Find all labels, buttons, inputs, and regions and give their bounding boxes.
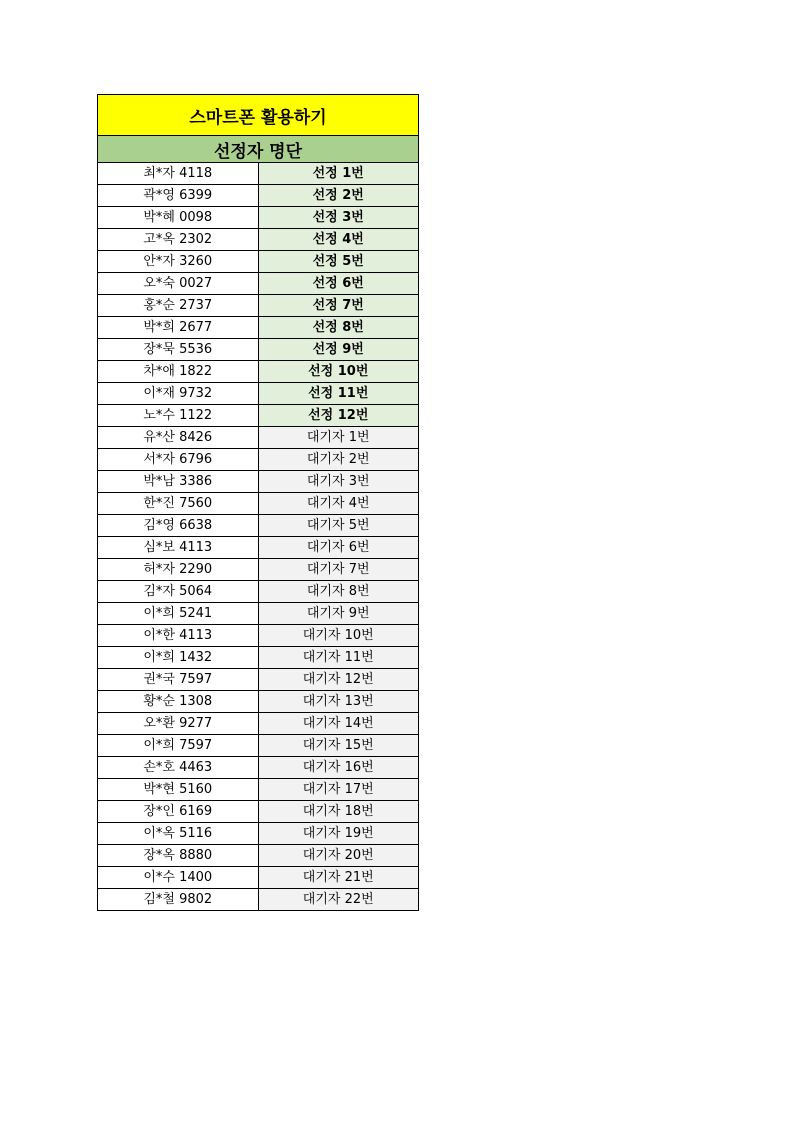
waiting-row xyxy=(98,647,419,669)
selection-rank-cell: 선정 11번 xyxy=(258,383,419,405)
selection-rank-cell: 선정 6번 xyxy=(258,273,419,295)
waitlist-rank-cell: 대기자 5번 xyxy=(258,515,419,537)
waiting-row xyxy=(98,515,419,537)
person-name-cell: 권*국 7597 xyxy=(98,669,259,691)
waiting-row xyxy=(98,845,419,867)
sheet-subtitle: 선정자 명단 xyxy=(98,136,419,163)
selected-row xyxy=(98,295,419,317)
person-name-cell: 이*한 4113 xyxy=(98,625,259,647)
waitlist-rank-cell: 대기자 2번 xyxy=(258,449,419,471)
waiting-row xyxy=(98,823,419,845)
waitlist-rank-cell: 대기자 7번 xyxy=(258,559,419,581)
person-name-cell: 이*희 7597 xyxy=(98,735,259,757)
person-name-cell: 박*현 5160 xyxy=(98,779,259,801)
waiting-row xyxy=(98,603,419,625)
waiting-row xyxy=(98,889,419,911)
selected-row xyxy=(98,361,419,383)
person-name-cell: 이*옥 5116 xyxy=(98,823,259,845)
person-name-cell: 오*숙 0027 xyxy=(98,273,259,295)
person-name-cell: 서*자 6796 xyxy=(98,449,259,471)
waitlist-rank-cell: 대기자 3번 xyxy=(258,471,419,493)
waiting-row xyxy=(98,493,419,515)
person-name-cell: 이*희 5241 xyxy=(98,603,259,625)
person-name-cell: 최*자 4118 xyxy=(98,163,259,185)
selection-rank-cell: 선정 9번 xyxy=(258,339,419,361)
selection-list-table xyxy=(97,94,419,911)
waiting-row xyxy=(98,559,419,581)
waiting-row xyxy=(98,581,419,603)
person-name-cell: 고*옥 2302 xyxy=(98,229,259,251)
waiting-row xyxy=(98,669,419,691)
person-name-cell: 황*순 1308 xyxy=(98,691,259,713)
waitlist-rank-cell: 대기자 19번 xyxy=(258,823,419,845)
waiting-row xyxy=(98,625,419,647)
waitlist-rank-cell: 대기자 6번 xyxy=(258,537,419,559)
person-name-cell: 박*남 3386 xyxy=(98,471,259,493)
person-name-cell: 홍*순 2737 xyxy=(98,295,259,317)
person-name-cell: 노*수 1122 xyxy=(98,405,259,427)
person-name-cell: 장*인 6169 xyxy=(98,801,259,823)
waitlist-rank-cell: 대기자 20번 xyxy=(258,845,419,867)
selection-rank-cell: 선정 10번 xyxy=(258,361,419,383)
selection-rank-cell: 선정 12번 xyxy=(258,405,419,427)
person-name-cell: 오*환 9277 xyxy=(98,713,259,735)
person-name-cell: 차*애 1822 xyxy=(98,361,259,383)
person-name-cell: 손*호 4463 xyxy=(98,757,259,779)
selection-rank-cell: 선정 8번 xyxy=(258,317,419,339)
sheet-title: 스마트폰 활용하기 xyxy=(98,95,419,136)
waiting-row xyxy=(98,801,419,823)
person-name-cell: 심*보 4113 xyxy=(98,537,259,559)
waitlist-rank-cell: 대기자 9번 xyxy=(258,603,419,625)
person-name-cell: 김*영 6638 xyxy=(98,515,259,537)
person-name-cell: 장*옥 8880 xyxy=(98,845,259,867)
person-name-cell: 유*산 8426 xyxy=(98,427,259,449)
selected-row xyxy=(98,251,419,273)
waiting-row xyxy=(98,537,419,559)
waitlist-rank-cell: 대기자 13번 xyxy=(258,691,419,713)
waiting-row xyxy=(98,691,419,713)
waitlist-rank-cell: 대기자 21번 xyxy=(258,867,419,889)
person-name-cell: 허*자 2290 xyxy=(98,559,259,581)
selected-row xyxy=(98,339,419,361)
selection-rank-cell: 선정 7번 xyxy=(258,295,419,317)
waitlist-rank-cell: 대기자 18번 xyxy=(258,801,419,823)
waitlist-rank-cell: 대기자 14번 xyxy=(258,713,419,735)
selection-rank-cell: 선정 4번 xyxy=(258,229,419,251)
waitlist-rank-cell: 대기자 8번 xyxy=(258,581,419,603)
waiting-row xyxy=(98,735,419,757)
selection-rank-cell: 선정 5번 xyxy=(258,251,419,273)
person-name-cell: 박*혜 0098 xyxy=(98,207,259,229)
waitlist-rank-cell: 대기자 22번 xyxy=(258,889,419,911)
waitlist-rank-cell: 대기자 12번 xyxy=(258,669,419,691)
person-name-cell: 김*철 9802 xyxy=(98,889,259,911)
waiting-row xyxy=(98,713,419,735)
person-name-cell: 한*진 7560 xyxy=(98,493,259,515)
waiting-row xyxy=(98,449,419,471)
selection-rank-cell: 선정 2번 xyxy=(258,185,419,207)
waiting-row xyxy=(98,427,419,449)
person-name-cell: 곽*영 6399 xyxy=(98,185,259,207)
selected-row xyxy=(98,273,419,295)
waitlist-rank-cell: 대기자 15번 xyxy=(258,735,419,757)
selected-row xyxy=(98,229,419,251)
person-name-cell: 박*희 2677 xyxy=(98,317,259,339)
waitlist-rank-cell: 대기자 17번 xyxy=(258,779,419,801)
waitlist-rank-cell: 대기자 1번 xyxy=(258,427,419,449)
waitlist-rank-cell: 대기자 11번 xyxy=(258,647,419,669)
waiting-row xyxy=(98,757,419,779)
selection-rank-cell: 선정 3번 xyxy=(258,207,419,229)
person-name-cell: 이*희 1432 xyxy=(98,647,259,669)
person-name-cell: 이*수 1400 xyxy=(98,867,259,889)
waitlist-rank-cell: 대기자 16번 xyxy=(258,757,419,779)
waiting-row xyxy=(98,471,419,493)
title-row xyxy=(98,95,419,136)
waitlist-rank-cell: 대기자 10번 xyxy=(258,625,419,647)
selected-row xyxy=(98,317,419,339)
selected-row xyxy=(98,405,419,427)
waitlist-rank-cell: 대기자 4번 xyxy=(258,493,419,515)
selected-row xyxy=(98,383,419,405)
waiting-row xyxy=(98,779,419,801)
person-name-cell: 안*자 3260 xyxy=(98,251,259,273)
person-name-cell: 이*재 9732 xyxy=(98,383,259,405)
subtitle-row xyxy=(98,136,419,163)
selected-row xyxy=(98,207,419,229)
selection-rank-cell: 선정 1번 xyxy=(258,163,419,185)
selected-row xyxy=(98,185,419,207)
waiting-row xyxy=(98,867,419,889)
person-name-cell: 김*자 5064 xyxy=(98,581,259,603)
person-name-cell: 장*묵 5536 xyxy=(98,339,259,361)
selected-row xyxy=(98,163,419,185)
